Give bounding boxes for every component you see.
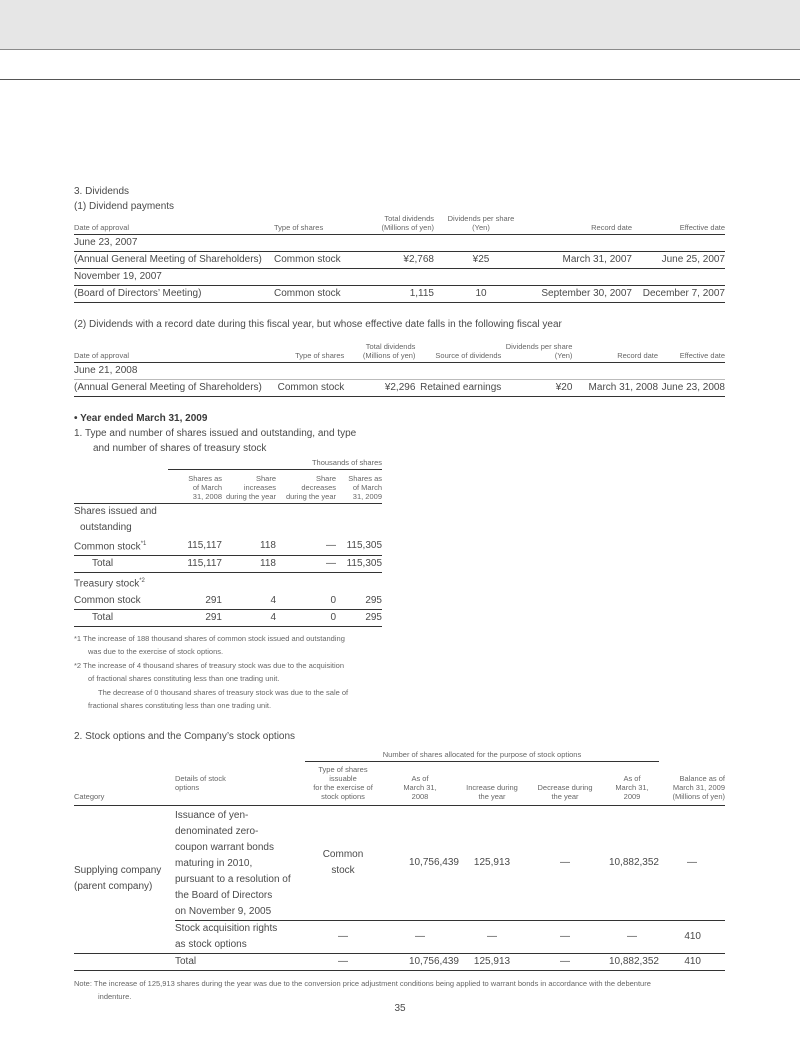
dividend-payments-table	[74, 214, 725, 303]
dividends-heading: 3. Dividends	[74, 186, 130, 197]
shares-issued-heading: 1. Type and number of shares issued and outstanding, and type	[74, 428, 357, 439]
table-row: June 23, 2007	[74, 235, 725, 252]
table-row: (Board of Directors’ Meeting) Common stock 1,115 10 September 30, 2007 December 7, 2007	[74, 286, 725, 303]
col-date-of-approval: Date of approval	[74, 214, 274, 235]
page-content	[74, 184, 726, 1004]
table-row: June 21, 2008	[74, 363, 725, 380]
table-header-row: Date of approval Type of shares Total dividends (Millions of yen) Source of dividends Dividends per share (Yen) Record date Effective date	[74, 342, 725, 363]
col-type-of-shares: Type of shares	[274, 214, 350, 235]
table-row: Shares issued and	[74, 506, 157, 517]
page-number: 35	[394, 1003, 406, 1014]
col-effective-date: Effective date	[632, 214, 725, 235]
table-row: Common stock 291 4 0 295	[74, 593, 382, 610]
group-header: Number of shares allocated for the purpose of stock options	[305, 750, 659, 762]
following-year-dividends-heading: (2) Dividends with a record date during this fiscal year, but whose effective date falls in the following fiscal year	[74, 319, 562, 330]
stock-options-heading: 2. Stock options and the Company’s stock options	[74, 730, 296, 742]
table-header-row: Shares as of March 31, 2008 Share increases during the year Share decreases during the year Shares as of March 31, 2009	[74, 470, 382, 504]
table-row: Total 115,117 118 — 115,305	[74, 556, 382, 573]
dividend-payments-heading: (1) Dividend payments	[74, 201, 175, 212]
unit-label: Thousands of shares	[168, 458, 382, 470]
header-band	[0, 0, 800, 50]
shares-table	[74, 458, 382, 627]
table-row: outstanding	[80, 522, 132, 533]
table-row: Stock acquisition rights as stock options — — — — — 410	[74, 920, 725, 953]
col-dividends-per-share: Dividends per share (Yen)	[434, 214, 528, 235]
col-total-dividends: Total dividends (Millions of yen)	[350, 214, 434, 235]
col-record-date: Record date	[528, 214, 632, 235]
stock-options-note: Note: The increase of 125,913 shares during the year was due to the conversion price adjustment conditions being applied to warrant bonds in accordance with the debenture indenture.	[74, 978, 651, 1002]
table-row: (Annual General Meeting of Shareholders) Common stock ¥2,768 ¥25 March 31, 2007 June 25, 2007	[74, 252, 725, 269]
table-row: Total 291 4 0 295	[74, 609, 382, 626]
table-row: Treasury stock$^{*2}$	[74, 578, 145, 590]
group-header-row	[74, 750, 725, 762]
year-ended-heading: • Year ended March 31, 2009	[74, 413, 208, 424]
shares-footnotes: *1 The increase of 188 thousand shares of common stock issued and outstanding was due to the exercise of stock options. *2 The increase of 4 thousand shares of treasury stock was due to the acquisition of fractional shares constituting less than one trading unit. The decrease of 0 thousand shares of treasury stock was due to the sale of fractional shares constituting less than one trading unit.	[74, 633, 349, 711]
unit-row	[74, 458, 382, 470]
stock-options-table	[74, 750, 725, 971]
table-row: (Annual General Meeting of Shareholders) Common stock ¥2,296 Retained earnings ¥20 March 31, 2008 June 23, 2008	[74, 380, 725, 397]
table-row: Common stock$^{*1}$ 115,117 118 — 115,305	[74, 536, 382, 556]
table-row: November 19, 2007	[74, 269, 725, 286]
following-year-dividends-table	[74, 342, 725, 397]
table-row-total: Total — 10,756,439 125,913 — 10,882,352 410	[74, 953, 725, 970]
table-row: Supplying company (parent company) Issuance of yen- denominated zero- coupon warrant bonds maturing in 2010, pursuant to a resolution of the Board of Directors on November 9, 2005 Common stock 10,756,439 125,913 — 10,882,352 —	[74, 805, 725, 920]
table-header-row: Category Details of stock options Type of shares issuable for the exercise of stock options As of March 31, 2008 Increase during the year Decrease during the year As of March 31, 2009 Balance as of March 31, 2009 (Millions of yen)	[74, 761, 725, 805]
table-header-row	[74, 214, 725, 235]
header-rule	[0, 79, 800, 80]
shares-issued-heading-cont: and number of shares of treasury stock	[93, 443, 267, 454]
